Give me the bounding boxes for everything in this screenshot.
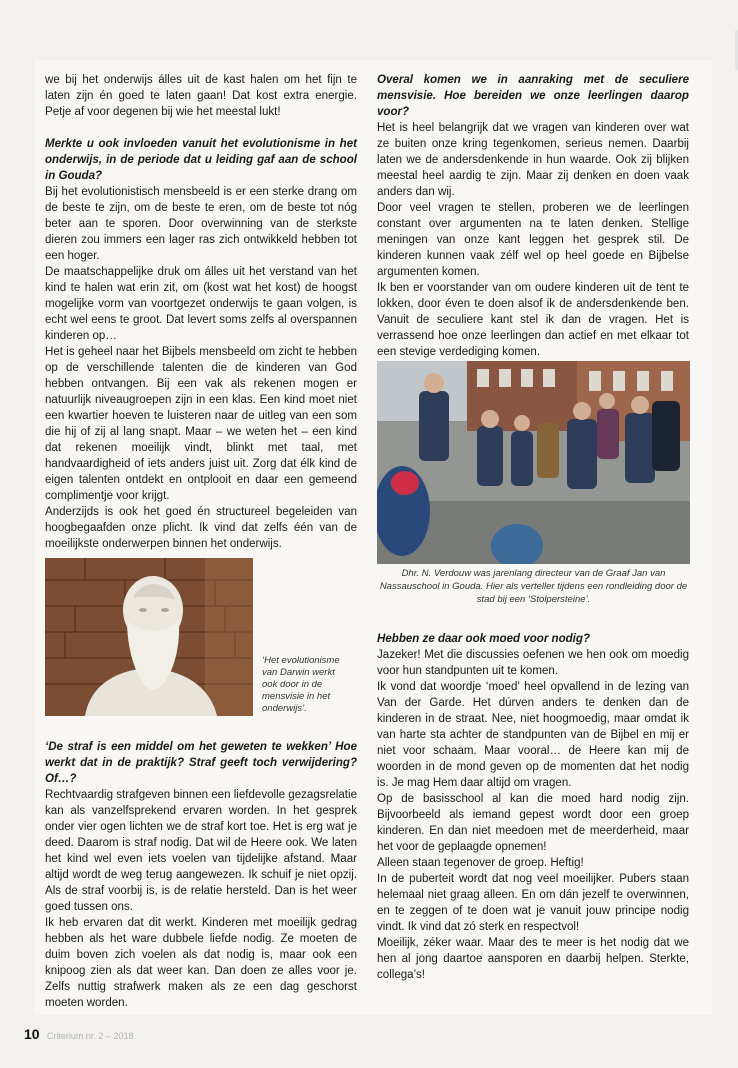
left-column-lower xyxy=(45,739,357,1011)
paragraph: Ik ben er voorstander van om oudere kinderen uit de tent te lokken, door éven te doen alsof ik de andersdenkende ben. Vanuit de seculiere kant stel ik dan de vragen. Het is verrassend hoe onze leerlingen dan actief en met elkaar tot een stevige verdediging komen. xyxy=(377,282,689,358)
paragraph: Alleen staan tegenover de groep. Heftig! xyxy=(377,857,584,869)
interview-question: ‘De straf is een middel om het geweten te wekken’ Hoe werkt dat in de praktijk? Straf geeft toch verwijdering? Of…? xyxy=(45,741,357,785)
darwin-caption: ‘Het evolutionisme van Darwin werkt ook door in de mensvisie in het onderwijs’. xyxy=(262,655,340,714)
paragraph: Anderzijds is ook het goed én structureel begeleiden van hoogbegaafden onze plicht. Ik vind dat zelfs één van de moeilijkste onderwerpen binnen het onderwijs. xyxy=(45,506,357,550)
magazine-issue: Criterium nr. 2 – 2018 xyxy=(46,1031,134,1041)
paragraph: Ik heb ervaren dat dit werkt. Kinderen met moeilijk gedrag hebben als het ware dubbele liefde nodig. Ze moeten de duim boven zich voelen als dat nodig is, maar ook een knipoog zien als dat weer kan. Dan doen ze alles voor je. Zelfs nuttig strafwerk maken als ze een dag geschorst moeten worden. xyxy=(45,917,357,1009)
darwin-statue-image xyxy=(45,558,253,716)
paragraph: Door veel vragen te stellen, proberen we de leerlingen constant over argumenten na te laten denken. Stellige meningen van onze kant leggen het gesprek stil. De kinderen kunnen vaak zélf wel op heel goede en Bijbelse argumenten komen. xyxy=(377,202,689,278)
paragraph: De maatschappelijke druk om álles uit het verstand van het kind te halen wat erin zit, om (kost wat het kost) de hoogst mogelijke vorm van voortgezet onderwijs te gaan volgen, is echt wel eens te groot. Dat levert soms zelfs al overspannen kinderen op… xyxy=(45,266,357,342)
paragraph: Jazeker! Met die discussies oefenen we hen ook om moedig voor hun standpunten uit te komen. xyxy=(377,649,689,677)
right-column-lower xyxy=(377,631,689,983)
interview-question: Merkte u ook invloeden vanuit het evolutionisme in het onderwijs, in de periode dat u leiding gaf aan de school in Gouda? xyxy=(45,138,357,182)
photo-caption: Dhr. N. Verdouw was jarenlang directeur van de Graaf Jan van Nassauschool in Gouda. Hier als verteller tijdens een rondleiding door de stad bij een ‘Stolpersteine’. xyxy=(379,568,688,605)
right-column xyxy=(377,72,689,360)
page-footer xyxy=(24,1026,133,1042)
paragraph: Bij het evolutionistisch mensbeeld is er een sterke drang om de beste te zijn, om de beste te eren, om de beste tot nóg beter aan te sporen. Door overwinning van de sterkste dieren zou immers een lager ras zich ontwikkeld hebben tot een hoger. xyxy=(45,186,357,262)
paragraph: Ik vond dat woordje ‘moed’ heel opvallend in de lezing van Van der Garde. Het dúrven anders te denken dan de kinderen in de straat. Nee, niet hoogmoedig, maar omdat ik van harte sta achter de standpunten van de Bijbel en mij er niet voor schaam. Maar vooral… de Heere kan mij de woorden in de mond geven op de momenten dat het nodig is. Je mag Hem daar altijd om vragen. xyxy=(377,681,689,789)
paragraph: we bij het onderwijs álles uit de kast halen om het fijn te laten zijn én goed te laten gaan! Dat kost extra energie. Petje af voor degenen bij wie het meestal lukt! xyxy=(45,74,357,118)
left-column xyxy=(45,72,357,552)
paragraph: Rechtvaardig strafgeven binnen een liefdevolle gezagsrelatie kan als vanzelfsprekend ervaren worden. In het gesprek onder vier ogen lichten we de straf kort toe. Het is erg wat je deed. Daarom is straf nodig. Dat wil de Heere ook. We laten het kind wel even iets voelen van tijdelijke afstand. Maar altijd wordt de weg terug aangewezen. Ik schuif je niet opzij. Als de straf voorbij is, is de relatie hersteld. Dan is het weer goed tussen ons. xyxy=(45,789,357,913)
stolpersteine-photo xyxy=(377,361,690,564)
paragraph: In de puberteit wordt dat nog veel moeilijker. Pubers staan helemaal niet graag alleen. En om dán jezelf te overwinnen, en te zeggen of te doen wat je vanuit jouw principe nodig vindt. Ik vind dat zó sterk en respectvol! xyxy=(377,873,689,933)
interview-question: Hebben ze daar ook moed voor nodig? xyxy=(377,633,590,645)
paragraph: Het is heel belangrijk dat we vragen van kinderen over wat ze buiten onze kring tegenkomen, serieus nemen. Daarbij laten we de andersdenkende in hun waarde. Ook zij blijken meestal heel aardig te zijn. Maar zij denken en doen vaak anders dan wij. xyxy=(377,122,689,198)
interview-question: Overal komen we in aanraking met de seculiere mensvisie. Hoe bereiden we onze leerlingen daarop voor? xyxy=(377,74,689,118)
paragraph: Het is geheel naar het Bijbels mensbeeld om zicht te hebben op de verschillende talenten die de kinderen van God hebben ontvangen. Bij een vak als rekenen mogen er natuurlijk niveaugroepen zijn in een klas. Een kind moet niet een kwartier hoeven te luisteren naar de uitleg van een som die hij of zij al lang snapt. Maar – we weten het – een kind dat rekenen moeilijk vindt, blinkt met taal, met handvaardigheid of iets anders juist uit. Zorg dat élk kind de eigen talenten ontdekt en ontplooit en daar een gemeend complimentje voor krijgt. xyxy=(45,346,357,502)
stolpersteine-photo-illustration xyxy=(377,361,690,564)
page-number: 10 xyxy=(24,1026,40,1042)
darwin-statue-illustration xyxy=(45,558,253,716)
paragraph: Op de basisschool al kan die moed hard nodig zijn. Bijvoorbeeld als iemand gepest wordt door een groep kinderen. En dan niet meedoen met de meerderheid, maar het voor de geplaagde opnemen! xyxy=(377,793,689,853)
paragraph: Moeilijk, zéker waar. Maar des te meer is het nodig dat we hen al jong daartoe aansporen en daarbij helpen. Sterkte, collega’s! xyxy=(377,937,689,981)
